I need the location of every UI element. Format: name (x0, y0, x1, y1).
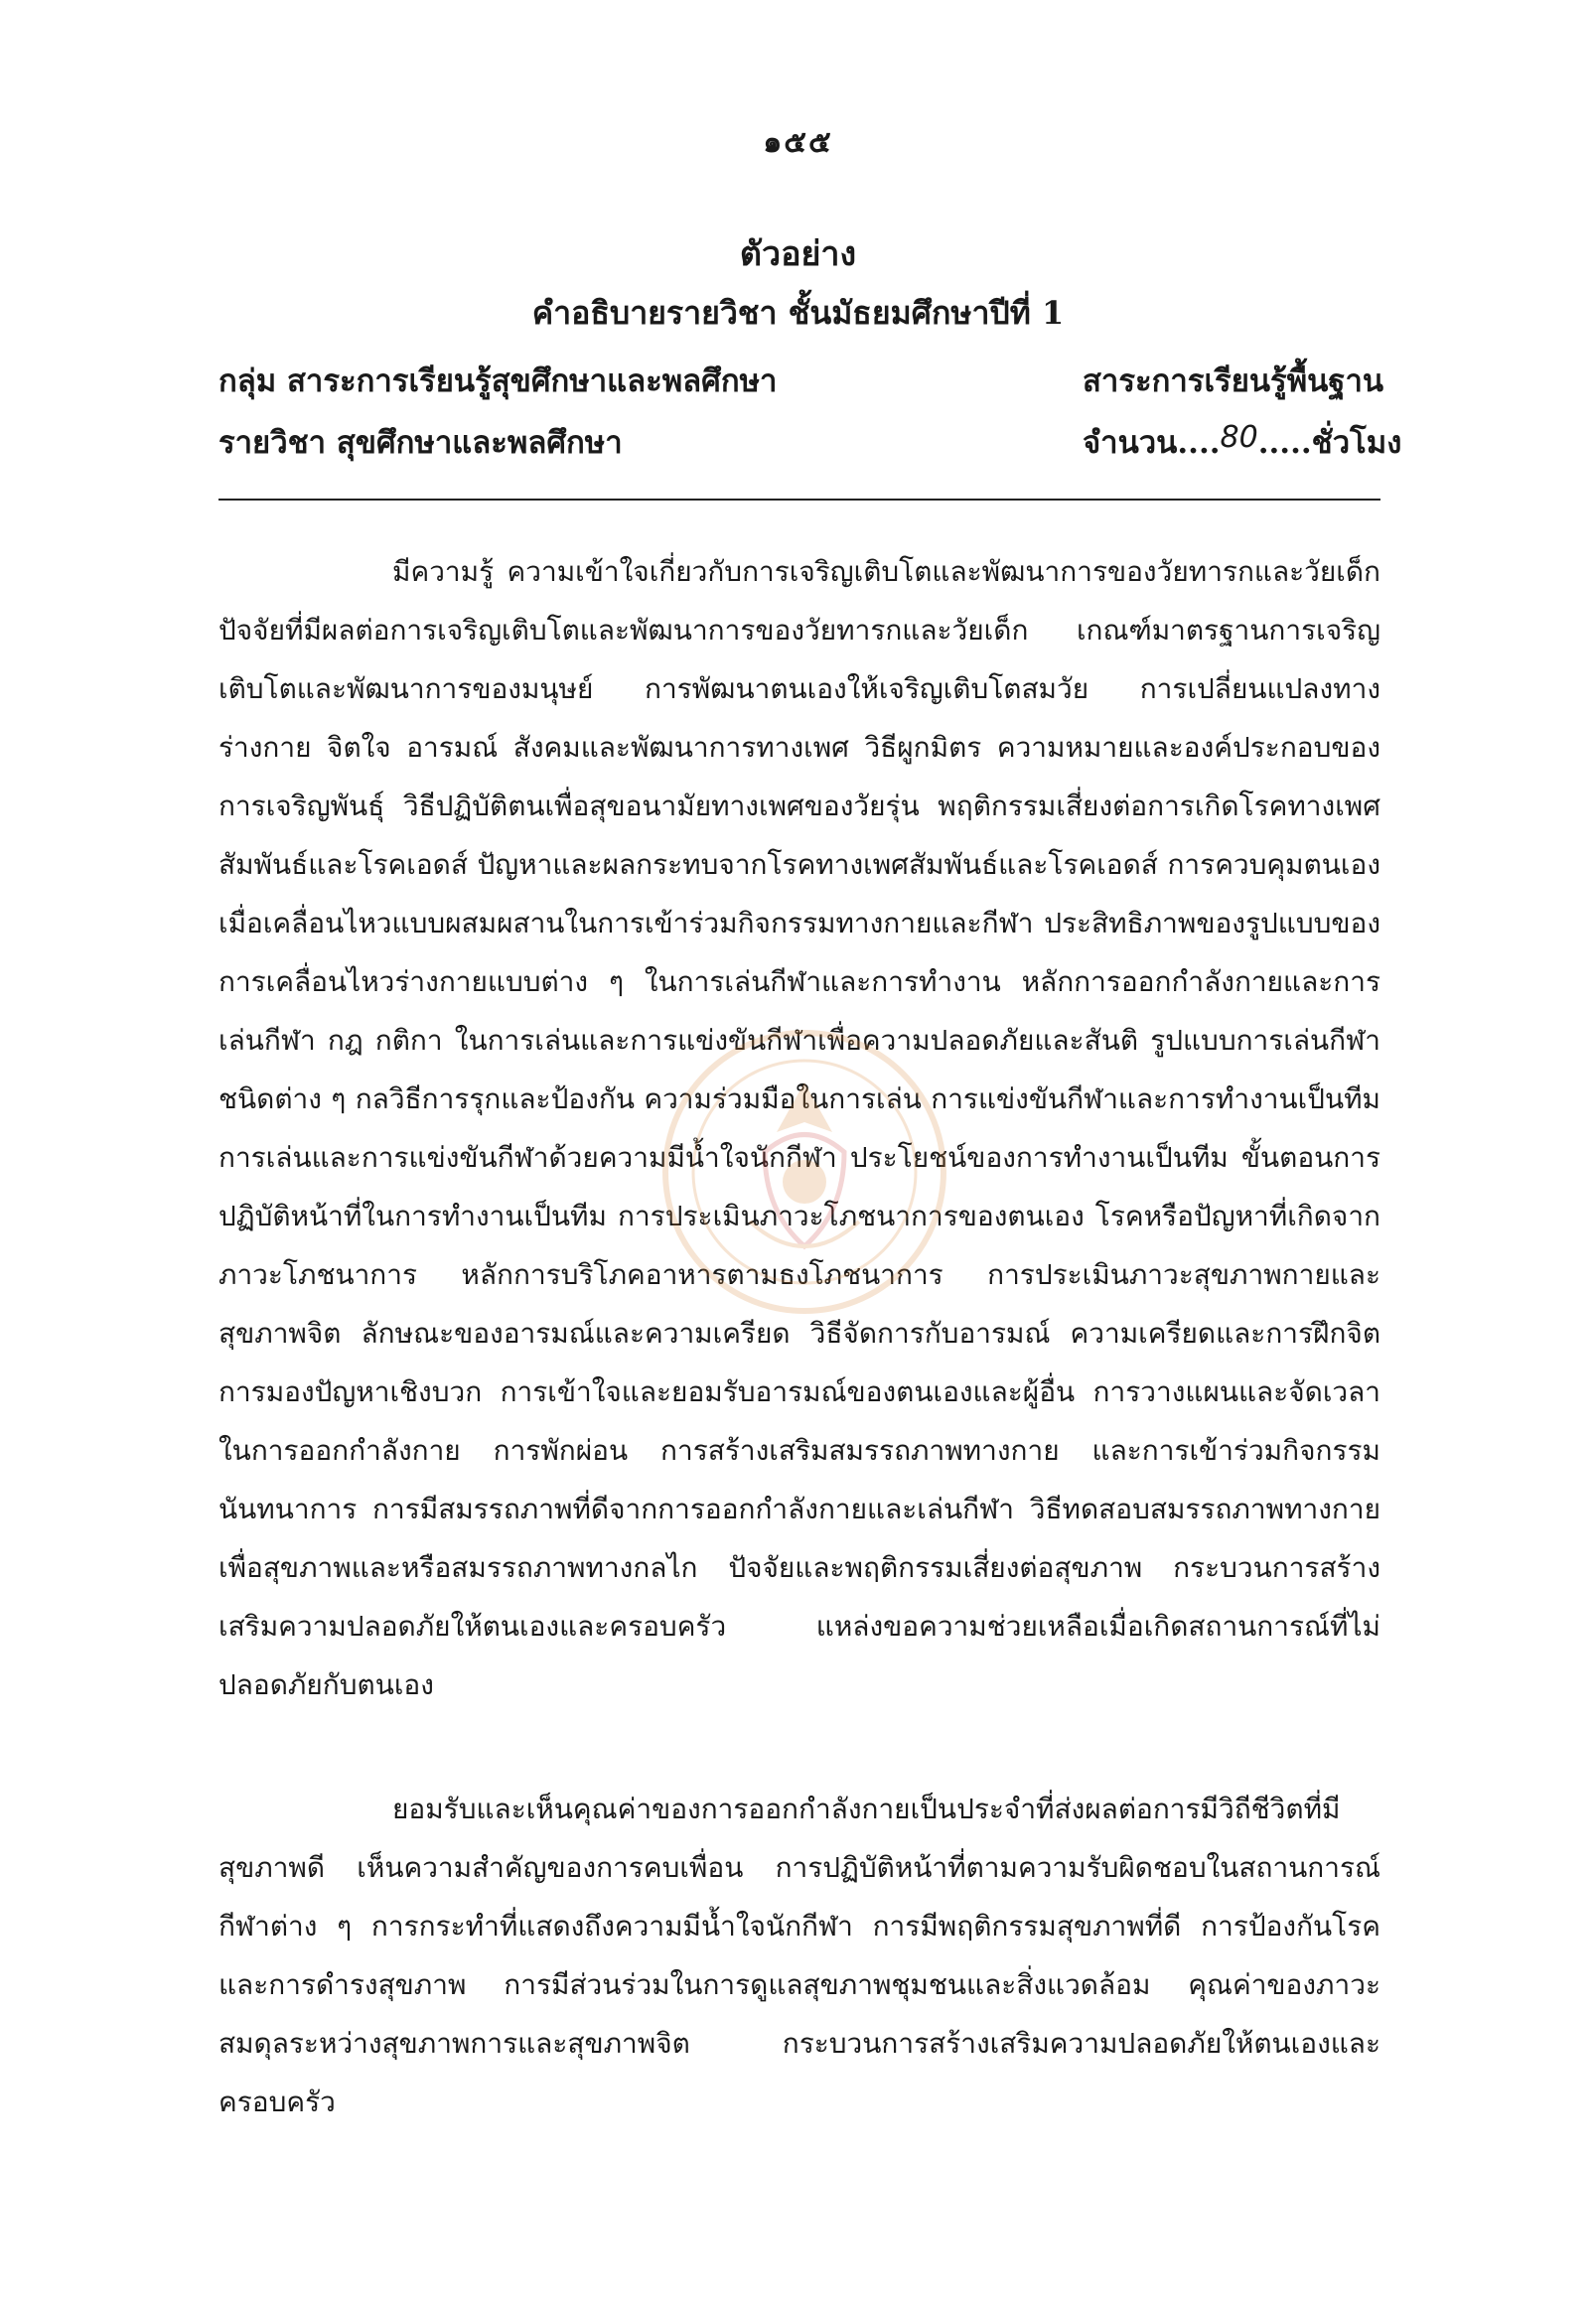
hours-field (1083, 417, 1402, 467)
document-subtitle: คำอธิบายรายวิชา ชั้นมัธยมศึกษาปีที่ 1 (531, 294, 1065, 332)
meta-row-subject (218, 417, 1402, 467)
course-type-label: สาระการเรียนรู้พื้นฐาน (1083, 363, 1384, 399)
page-number: ๑๕๕ (763, 125, 833, 160)
learning-area-label: กลุ่ม สาระการเรียนรู้สุขศึกษาและพลศึกษา (218, 363, 778, 399)
meta-row-group (218, 356, 1384, 405)
header-divider (218, 499, 1380, 501)
hours-suffix: .....ชั่วโมง (1257, 425, 1402, 461)
description-paragraph-knowledge: มีความรู้ ความเข้าใจเกี่ยวกับการเจริญเติบโตและพัฒนาการของวัยทารกและวัยเด็ก ปัจจัยที่มีผลต่อการเจริญเติบโตและพัฒนาการของวัยทารกและวัยเด็ก เกณฑ์มาตรฐานการเจริญเติบโตและพัฒนาการของมนุษย์ การพัฒนาตนเองให้เจริญเติบโตสมวัย การเปลี่ยนแปลงทางร่างกาย จิตใจ อารมณ์ สังคมและพัฒนาการทางเพศ วิธีผูกมิตร ความหมายและองค์ประกอบของการเจริญพันธุ์ วิธีปฏิบัติตนเพื่อสุขอนามัยทางเพศของวัยรุ่น พฤติกรรมเสี่ยงต่อการเกิดโรคทางเพศสัมพันธ์และโรคเอดส์ ปัญหาและผลกระทบจากโรคทางเพศสัมพันธ์และโรคเอดส์ การควบคุมตนเองเมื่อเคลื่อนไหวแบบผสมผสานในการเข้าร่วมกิจกรรมทางกายและกีฬา ประสิทธิภาพของรูปแบบของการเคลื่อนไหวร่างกายแบบต่าง ๆ ในการเล่นกีฬาและการทำงาน หลักการออกกำลังกายและการเล่นกีฬา กฎ กติกา ในการเล่นและการแข่งขันกีฬาเพื่อความปลอดภัยและสันติ รูปแบบการเล่นกีฬาชนิดต่าง ๆ กลวิธีการรุกและป้องกัน ความร่วมมือในการเล่น การแข่งขันกีฬาและการทำงานเป็นทีม การเล่นและการแข่งขันกีฬาด้วยความมีน้ำใจนักกีฬา ประโยชน์ของการทำงานเป็นทีม ขั้นตอนการปฏิบัติหน้าที่ในการทำงานเป็นทีม การประเมินภาวะโภชนาการของตนเอง โรคหรือปัญหาที่เกิดจากภาวะโภชนาการ หลักการบริโภคอาหารตามธงโภชนาการ การประเมินภาวะสุขภาพกายและสุขภาพจิต ลักษณะของอารมณ์และความเครียด วิธีจัดการกับอารมณ์ ความเครียดและการฝึกจิต การมองปัญหาเชิงบวก การเข้าใจและยอมรับอารมณ์ของตนเองและผู้อื่น การวางแผนและจัดเวลาในการออกกำลังกาย การพักผ่อน การสร้างเสริมสมรรถภาพทางกาย และการเข้าร่วมกิจกรรมนันทนาการ การมีสมรรถภาพที่ดีจากการออกกำลังกายและเล่นกีฬา วิธีทดสอบสมรรถภาพทางกาย เพื่อสุขภาพและหรือสมรรถภาพทางกลไก ปัจจัยและพฤติกรรมเสี่ยงต่อสุขภาพ กระบวนการสร้างเสริมความปลอดภัยให้ตนเองและครอบครัว แหล่งขอความช่วยเหลือเมื่อเกิดสถานการณ์ที่ไม่ปลอดภัยกับตนเอง (218, 555, 1380, 1701)
hours-prefix: จำนวน.... (1083, 425, 1221, 461)
subject-label: รายวิชา สุขศึกษาและพลศึกษา (218, 425, 623, 461)
hours-value-handwritten: 80 (1220, 420, 1258, 455)
document-title: ตัวอย่าง (739, 234, 857, 274)
description-paragraph-attitude: ยอมรับและเห็นคุณค่าของการออกกำลังกายเป็นประจำที่ส่งผลต่อการมีวิถีชีวิตที่มีสุขภาพดี เห็นความสำคัญของการคบเพื่อน การปฏิบัติหน้าที่ตามความรับผิดชอบในสถานการณ์กีฬาต่าง ๆ การกระทำที่แสดงถึงความมีน้ำใจนักกีฬา การมีพฤติกรรมสุขภาพที่ดี การป้องกันโรคและการดำรงสุขภาพ การมีส่วนร่วมในการดูแลสุขภาพชุมชนและสิ่งแวดล้อม คุณค่าของภาวะสมดุลระหว่างสุขภาพการและสุขภาพจิต กระบวนการสร้างเสริมความปลอดภัยให้ตนเองและครอบครัว (218, 1793, 1380, 2118)
